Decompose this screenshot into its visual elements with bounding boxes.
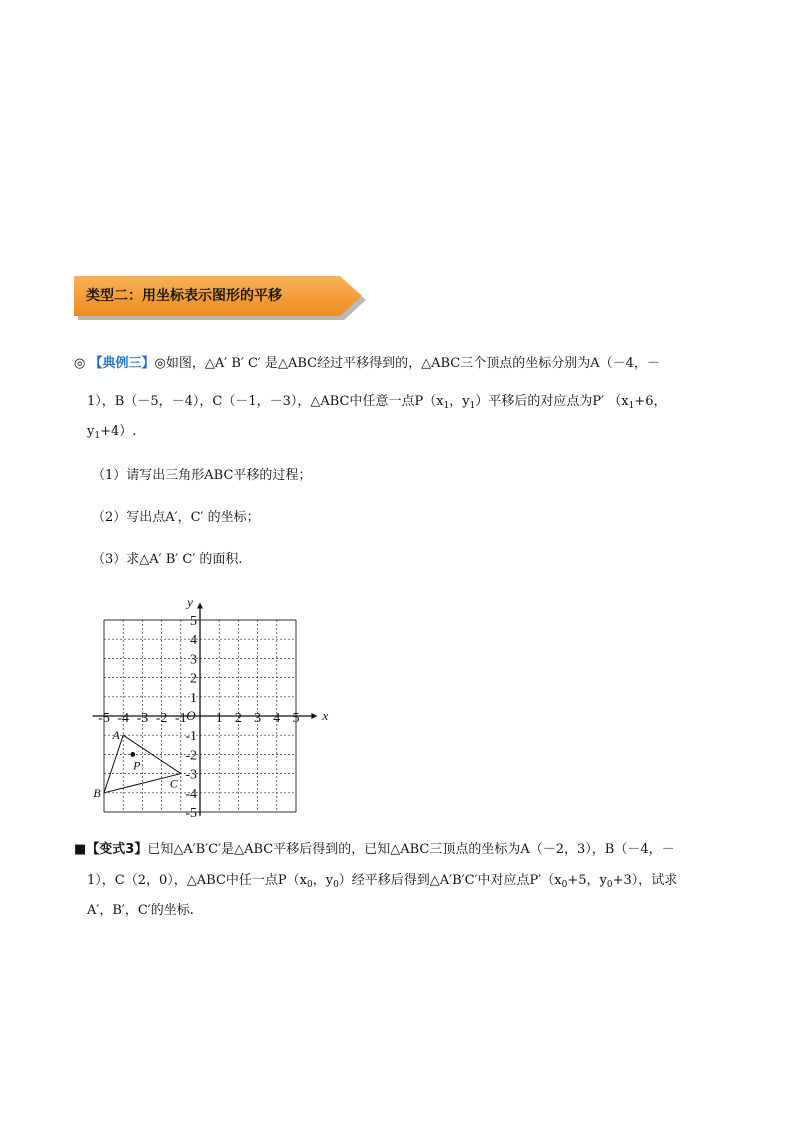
y-tick-label: 3 bbox=[190, 652, 197, 668]
x-tick-label: -1 bbox=[174, 711, 187, 726]
example-tag: 【典例三】 bbox=[89, 356, 155, 371]
example-text-2c: ）平移后的对应点为P′ （x bbox=[475, 394, 629, 409]
x-tick-label: 1 bbox=[215, 711, 223, 726]
subscript: 0 bbox=[333, 880, 339, 890]
y-tick-label: -4 bbox=[185, 786, 197, 802]
subscript: 0 bbox=[561, 880, 568, 890]
example-line-1 bbox=[74, 354, 660, 374]
example-text-3a: y bbox=[87, 424, 95, 439]
x-tick-label: -2 bbox=[155, 711, 168, 726]
section-title: 类型二：用坐标表示图形的平移 bbox=[86, 288, 282, 304]
example-text-2d: +6， bbox=[634, 394, 667, 409]
point-label-p: P bbox=[133, 758, 141, 773]
question-2: （2）写出点A′，C′ 的坐标； bbox=[92, 510, 260, 525]
variant-line-1 bbox=[74, 840, 675, 860]
subscript: 1 bbox=[443, 401, 450, 411]
example-text-2b: ，y bbox=[449, 394, 470, 409]
coordinate-graph bbox=[84, 586, 329, 821]
example-text-3b: +4）. bbox=[100, 424, 137, 439]
origin-label: O bbox=[186, 708, 196, 723]
example-marker: ◎ bbox=[74, 356, 90, 371]
variant-line-2 bbox=[87, 871, 677, 895]
question-1: （1）请写出三角形ABC平移的过程； bbox=[92, 468, 312, 483]
variant-text-2a: 1），C（2，0），△ABC中任一点P（x bbox=[87, 873, 307, 888]
y-tick-label: 5 bbox=[190, 614, 197, 629]
x-tick-label: 3 bbox=[254, 711, 262, 726]
example-line-2 bbox=[87, 392, 666, 416]
subscript: 1 bbox=[94, 431, 101, 441]
point-p bbox=[130, 752, 135, 757]
variant-text-1: 已知△A′B′C′是△ABC平移后得到的，已知△ABC三顶点的坐标为A（－2，3），B（－4，－ bbox=[147, 842, 675, 857]
x-tick-label: 5 bbox=[292, 711, 300, 726]
subscript: 1 bbox=[469, 401, 476, 411]
example-text-1: ◎如图，△A′ B′ C′ 是△ABC经过平移得到的，△ABC三个顶点的坐标分别为A（－4，－ bbox=[154, 356, 660, 371]
y-tick-label: 4 bbox=[190, 633, 197, 649]
square-bullet-icon: ■ bbox=[74, 842, 87, 857]
variant-tag: 【变式3】 bbox=[86, 842, 148, 857]
variant-text-2e: +3），试求 bbox=[612, 873, 678, 888]
subscript: 0 bbox=[606, 880, 613, 890]
x-tick-label: -5 bbox=[98, 711, 110, 726]
point-label-a: A bbox=[112, 728, 120, 743]
x-tick-label: 2 bbox=[234, 711, 242, 726]
y-tick-label: -2 bbox=[185, 748, 197, 764]
y-tick-label: -3 bbox=[185, 767, 197, 783]
x-tick-label: -4 bbox=[117, 711, 130, 726]
y-tick-label: -5 bbox=[185, 806, 197, 821]
example-text-2a: 1），B（－5，－4），C（－1，－3），△ABC中任意一点P（x bbox=[87, 394, 444, 409]
y-axis-label: y bbox=[187, 594, 193, 610]
variant-line-3: A′，B′，C′的坐标. bbox=[87, 903, 194, 918]
x-tick-label: 4 bbox=[273, 711, 281, 726]
subscript: 1 bbox=[628, 401, 635, 411]
question-3: （3）求△A′ B′ C′ 的面积. bbox=[92, 552, 243, 567]
y-tick-label: -1 bbox=[185, 729, 197, 745]
variant-text-2b: ，y bbox=[312, 873, 334, 888]
subscript: 0 bbox=[306, 880, 313, 890]
x-tick-label: -3 bbox=[136, 711, 149, 726]
x-axis-arrow bbox=[311, 713, 317, 719]
y-tick-label: 1 bbox=[190, 690, 197, 706]
point-label-c: C bbox=[169, 776, 178, 791]
y-tick-label: 2 bbox=[190, 671, 197, 687]
x-axis-label: x bbox=[322, 708, 329, 723]
variant-text-2d: +5，y bbox=[567, 873, 607, 888]
variant-text-2c: ）经平移后得到△A′B′C′中对应点P′（x bbox=[338, 873, 562, 888]
point-label-b: B bbox=[93, 785, 101, 800]
y-axis-arrow bbox=[197, 602, 203, 608]
example-line-3 bbox=[87, 422, 136, 446]
